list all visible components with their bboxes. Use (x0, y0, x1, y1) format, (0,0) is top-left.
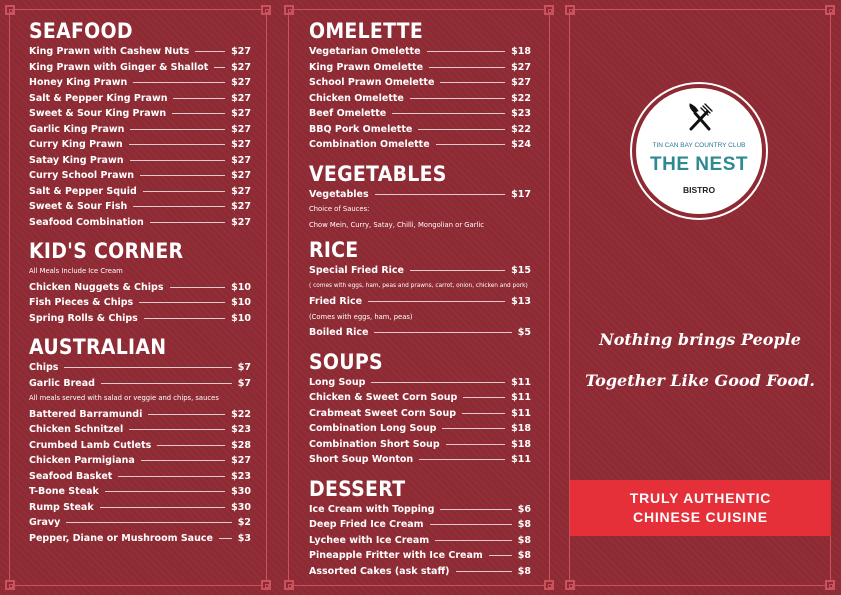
leader-line (442, 428, 505, 429)
menu-item (29, 438, 251, 454)
menu-item-name: Lychee with Ice Cream (309, 534, 430, 546)
menu-item-price: $27 (231, 77, 251, 89)
menu-item (29, 280, 251, 296)
menu-item-price: $27 (231, 61, 251, 73)
menu-item-name: Garlic Bread (29, 377, 95, 389)
menu-item-price: $27 (231, 154, 251, 166)
section-rice (309, 237, 531, 341)
menu-item-name: Special Fried Rice (309, 265, 404, 277)
section-seafood (29, 18, 251, 230)
menu-item (309, 60, 531, 76)
logo-restaurant-name: THE NEST (650, 154, 748, 175)
menu-item (29, 122, 251, 138)
leader-line (140, 175, 225, 176)
menu-item-price: $11 (511, 392, 531, 404)
menu-item-name: Gravy (29, 517, 61, 529)
menu-item-price: $23 (231, 470, 251, 482)
section-note: All Meals Include Ice Cream (29, 267, 123, 275)
item-list (309, 375, 531, 468)
leader-line (139, 302, 225, 303)
menu-item-price: $27 (511, 77, 531, 89)
leader-line (173, 98, 225, 99)
menu-item-price: $27 (231, 216, 251, 228)
menu-item (29, 469, 251, 485)
menu-item (309, 452, 531, 468)
leader-line (436, 144, 505, 145)
menu-item (29, 407, 251, 423)
menu-item-name: Chicken Schnitzel (29, 424, 124, 436)
leader-line (463, 397, 505, 398)
leader-line (462, 413, 505, 414)
section-note: All meals served with salad or veggie and chips, sauces (29, 394, 219, 402)
menu-item (29, 168, 251, 184)
section-note: Choice of Sauces: (309, 205, 370, 213)
menu-item-price: $5 (517, 327, 531, 339)
menu-item-price: $6 (517, 503, 531, 515)
menu-item-price: $8 (517, 565, 531, 577)
menu-item-name: Salt & Pepper Squid (29, 185, 137, 197)
leader-line (375, 194, 506, 195)
item-list (29, 44, 251, 230)
leader-line (446, 444, 506, 445)
menu-item (29, 75, 251, 91)
menu-item-name: Vegetables (309, 188, 369, 200)
menu-item-price: $10 (231, 312, 251, 324)
leader-line (419, 459, 505, 460)
menu-item-price: $3 (237, 532, 251, 544)
menu-item-name: Pineapple Fritter with Ice Cream (309, 550, 483, 562)
menu-item (29, 184, 251, 200)
menu-item (309, 106, 531, 122)
menu-item-price: $27 (231, 46, 251, 58)
menu-column-middle (309, 18, 531, 579)
menu-item-name: Beef Omelette (309, 108, 387, 120)
section-title: VEGETABLES (309, 161, 447, 186)
menu-item (309, 122, 531, 138)
menu-item-name: Curry King Prawn (29, 139, 123, 151)
section-title: SEAFOOD (29, 19, 133, 43)
menu-item-name: BBQ Pork Omelette (309, 123, 413, 135)
menu-item (309, 263, 531, 279)
menu-item (309, 75, 531, 91)
leader-line (418, 129, 505, 130)
leader-line (440, 509, 511, 510)
leader-line (150, 222, 225, 223)
leader-line (427, 51, 506, 52)
leader-line (143, 191, 225, 192)
menu-item (29, 60, 251, 76)
leader-line (130, 160, 226, 161)
leader-line (66, 522, 231, 523)
menu-item (29, 453, 251, 469)
menu-item (29, 106, 251, 122)
menu-item (309, 294, 531, 310)
menu-item-price: $27 (231, 123, 251, 135)
menu-item-price: $8 (517, 519, 531, 531)
menu-item-name: Combination Short Soup (309, 438, 440, 450)
leader-line (219, 538, 232, 539)
leader-line (195, 51, 225, 52)
menu-item-price: $27 (231, 108, 251, 120)
menu-item-name: Curry School Prawn (29, 170, 135, 182)
tagline-line-1: Nothing brings People (599, 330, 801, 349)
menu-item-price: $8 (517, 550, 531, 562)
menu-item-price: $18 (511, 46, 531, 58)
leader-line (170, 287, 226, 288)
menu-item (29, 153, 251, 169)
leader-line (435, 540, 512, 541)
menu-item-name: Deep Fried Ice Cream (309, 519, 424, 531)
leader-line (133, 82, 225, 83)
leader-line (141, 460, 225, 461)
menu-item (309, 187, 531, 203)
logo-subtitle: BISTRO (682, 185, 716, 195)
section-title: KID'S CORNER (29, 239, 184, 263)
menu-item-name: Long Soup (309, 376, 366, 388)
menu-item-price: $18 (511, 423, 531, 435)
logo-club-name: TIN CAN BAY COUNTRY CLUB (652, 142, 746, 149)
leader-line (157, 445, 225, 446)
section-note: ( comes with eggs, ham, peas and prawns, carrot, onion, chicken and pork) (309, 282, 528, 289)
section-vegetables (309, 161, 531, 234)
corner-ornament (544, 5, 554, 15)
leader-line (410, 98, 505, 99)
menu-item-name: Garlic King Prawn (29, 123, 125, 135)
menu-item-name: Pepper, Diane or Mushroom Sauce (29, 532, 213, 544)
section-note: (Comes with eggs, ham, peas) (309, 312, 413, 321)
menu-item (309, 502, 531, 518)
leader-line (105, 491, 225, 492)
menu-item-name: Fish Pieces & Chips (29, 297, 134, 309)
menu-item-name: Assorted Cakes (ask staff) (309, 565, 450, 577)
menu-item (309, 44, 531, 60)
menu-item-price: $7 (237, 377, 251, 389)
section-title: AUSTRALIAN (29, 335, 167, 359)
leader-line (430, 524, 512, 525)
menu-item-price: $27 (231, 92, 251, 104)
menu-column-left (29, 18, 251, 546)
menu-item-price: $17 (511, 188, 531, 200)
menu-item (309, 406, 531, 422)
menu-item (309, 375, 531, 391)
menu-item (29, 311, 251, 327)
menu-item-price: $24 (511, 139, 531, 151)
menu-item-name: Rump Steak (29, 501, 94, 513)
menu-item-name: Chicken & Sweet Corn Soup (309, 392, 458, 404)
fork-and-knife-icon (686, 102, 714, 132)
menu-item-name: Spring Rolls & Chips (29, 312, 138, 324)
corner-ornament (825, 580, 835, 590)
menu-item-name: T-Bone Steak (29, 486, 99, 498)
menu-item (309, 548, 531, 564)
leader-line (130, 129, 225, 130)
menu-item-name: Crabmeat Sweet Corn Soup (309, 407, 457, 419)
section-dessert (309, 476, 531, 580)
menu-item-price: $18 (511, 438, 531, 450)
corner-ornament (284, 5, 294, 15)
menu-item-name: King Prawn with Cashew Nuts (29, 46, 190, 58)
menu-item-name: Seafood Combination (29, 216, 144, 228)
leader-line (118, 476, 225, 477)
menu-item-price: $28 (231, 439, 251, 451)
menu-item-name: Chicken Nuggets & Chips (29, 281, 164, 293)
section-note: Chow Mein, Curry, Satay, Chilli, Mongolian or Garlic (309, 220, 485, 229)
section-title: OMELETTE (309, 19, 424, 43)
menu-item (29, 360, 251, 376)
menu-item-name: Battered Barramundi (29, 408, 143, 420)
item-list (29, 407, 251, 547)
menu-item-price: $23 (231, 424, 251, 436)
tagline-line-2: Together Like Good Food. (585, 371, 815, 390)
menu-item-price: $13 (511, 296, 531, 308)
leader-line (368, 301, 505, 302)
leader-line (148, 414, 225, 415)
menu-item-price: $22 (231, 408, 251, 420)
menu-item (309, 517, 531, 533)
leader-line (371, 382, 505, 383)
menu-item (29, 199, 251, 215)
menu-item-price: $8 (517, 534, 531, 546)
menu-item-price: $15 (511, 265, 531, 277)
menu-item (29, 44, 251, 60)
menu-item-name: Chips (29, 362, 59, 374)
leader-line (392, 113, 505, 114)
section-soups (309, 349, 531, 468)
corner-ornament (261, 5, 271, 15)
banner-line-2: CHINESE CUISINE (633, 509, 768, 525)
menu-item-price: $30 (231, 501, 251, 513)
corner-ornament (5, 580, 15, 590)
menu-item (29, 500, 251, 516)
cuisine-banner (570, 480, 831, 536)
menu-item-name: Fried Rice (309, 296, 363, 308)
leader-line (144, 318, 225, 319)
leader-line (214, 67, 225, 68)
menu-item-name: King Prawn with Ginger & Shallot (29, 61, 209, 73)
leader-line (440, 82, 505, 83)
menu-item (309, 91, 531, 107)
menu-item-name: Sweet & Sour Fish (29, 201, 128, 213)
menu-item (29, 515, 251, 531)
menu-item (29, 484, 251, 500)
menu-item-name: Crumbed Lamb Cutlets (29, 439, 152, 451)
menu-item (309, 564, 531, 580)
section-omelette (309, 18, 531, 153)
menu-item-name: School Prawn Omelette (309, 77, 435, 89)
restaurant-logo (632, 84, 766, 218)
menu-item-name: Seafood Basket (29, 470, 113, 482)
corner-ornament (5, 5, 15, 15)
menu-item (309, 325, 531, 341)
menu-item-name: Satay King Prawn (29, 154, 124, 166)
leader-line (410, 270, 505, 271)
leader-line (100, 507, 226, 508)
menu-item-name: Short Soup Wonton (309, 454, 414, 466)
item-list (309, 44, 531, 153)
menu-item (309, 390, 531, 406)
menu-item-price: $27 (231, 455, 251, 467)
section-title: SOUPS (309, 349, 383, 374)
leader-line (489, 555, 512, 556)
menu-item-name: Combination Omelette (309, 139, 430, 151)
menu-item-name: Ice Cream with Topping (309, 503, 435, 515)
section-kids-corner (29, 238, 251, 326)
menu-item-name: Sweet & Sour King Prawn (29, 108, 167, 120)
menu-item-price: $27 (231, 170, 251, 182)
menu-item (29, 91, 251, 107)
menu-item-name: Salt & Pepper King Prawn (29, 92, 168, 104)
section-title: DESSERT (309, 476, 406, 501)
corner-ornament (825, 5, 835, 15)
section-title: RICE (309, 238, 359, 262)
menu-item-name: Chicken Omelette (309, 92, 404, 104)
menu-item (309, 137, 531, 153)
menu-item-price: $27 (231, 139, 251, 151)
menu-item-price: $27 (511, 61, 531, 73)
corner-ornament (565, 580, 575, 590)
corner-ornament (544, 580, 554, 590)
leader-line (129, 429, 225, 430)
menu-item-name: Boiled Rice (309, 327, 369, 339)
menu-item-name: Combination Long Soup (309, 423, 437, 435)
menu-item-price: $11 (511, 376, 531, 388)
banner-line-1: TRULY AUTHENTIC (629, 490, 772, 506)
menu-item-price: $23 (511, 108, 531, 120)
leader-line (374, 332, 511, 333)
leader-line (129, 144, 225, 145)
menu-item-price: $10 (231, 281, 251, 293)
menu-item (29, 531, 251, 547)
leader-line (429, 67, 505, 68)
menu-item (29, 295, 251, 311)
menu-item-price: $30 (231, 486, 251, 498)
menu-item-price: $2 (237, 517, 251, 529)
leader-line (456, 571, 512, 572)
leader-line (172, 113, 225, 114)
item-list (29, 360, 251, 391)
leader-line (64, 367, 231, 368)
menu-item-price: $11 (511, 407, 531, 419)
menu-item (29, 215, 251, 231)
menu-item-price: $7 (237, 362, 251, 374)
menu-item-name: Chicken Parmigiana (29, 455, 135, 467)
menu-item-price: $22 (511, 92, 531, 104)
menu-item (309, 437, 531, 453)
corner-ornament (565, 5, 575, 15)
menu-item (29, 376, 251, 392)
menu-item (29, 137, 251, 153)
corner-ornament (261, 580, 271, 590)
item-list (309, 502, 531, 580)
menu-item-price: $27 (231, 201, 251, 213)
leader-line (133, 206, 225, 207)
menu-item (309, 533, 531, 549)
menu-item-price: $27 (231, 185, 251, 197)
corner-ornament (284, 580, 294, 590)
menu-item (309, 421, 531, 437)
menu-item (29, 422, 251, 438)
section-australian (29, 334, 251, 546)
menu-item-name: Honey King Prawn (29, 77, 128, 89)
menu-item-price: $11 (511, 454, 531, 466)
menu-item-name: King Prawn Omelette (309, 61, 424, 73)
item-list (29, 280, 251, 327)
menu-item-name: Vegetarian Omelette (309, 46, 421, 58)
leader-line (101, 383, 232, 384)
menu-item-price: $22 (511, 123, 531, 135)
menu-item-price: $10 (231, 297, 251, 309)
